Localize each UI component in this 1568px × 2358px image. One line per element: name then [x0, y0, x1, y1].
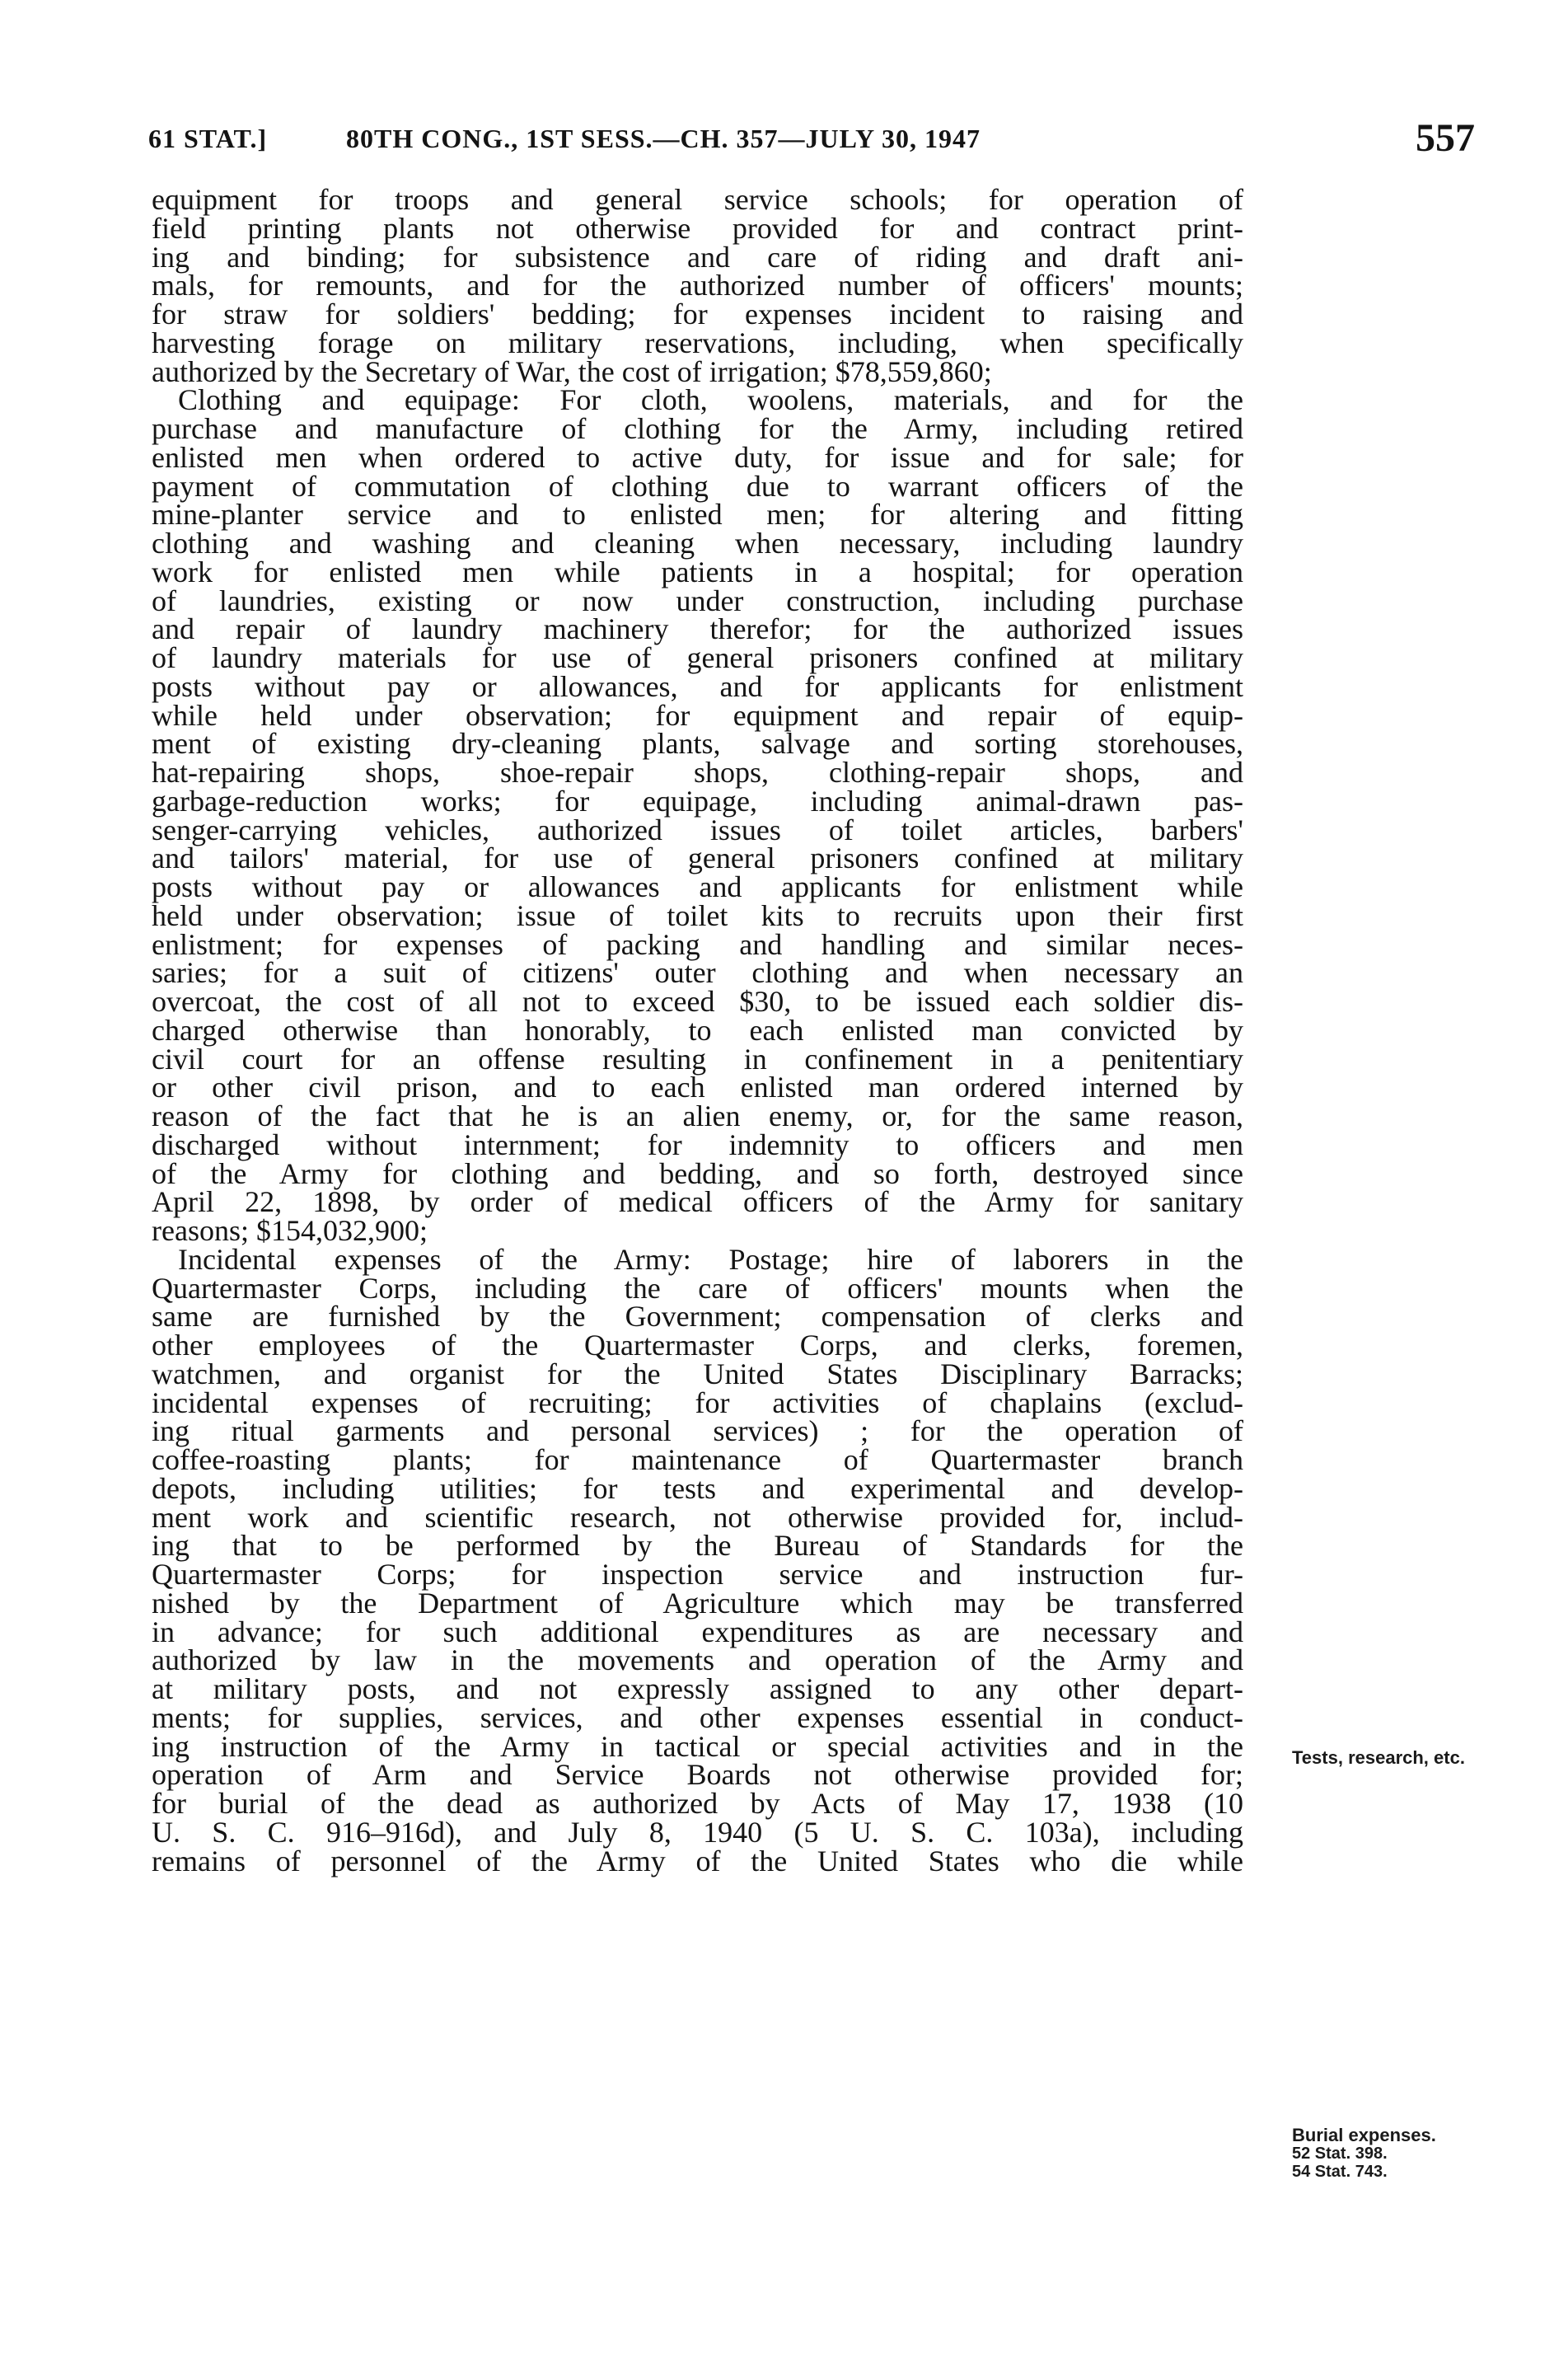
text-line: garbage-reduction works; for equipage, including animal-drawn pas-	[152, 784, 1243, 818]
text-line: while held under observation; for equipment and repair of equip-	[152, 698, 1243, 732]
text-line: April 22, 1898, by order of medical officers of the Army for sanitary	[152, 1185, 1243, 1219]
text-line: ing instruction of the Army in tactical or special activities and in the	[152, 1729, 1243, 1763]
text-line: discharged without internment; for indemnity to officers and men	[152, 1127, 1243, 1161]
margin-note-burial-expenses: Burial expenses.	[1292, 2125, 1436, 2145]
text-line: of the Army for clothing and bedding, and so forth, destroyed since	[152, 1156, 1243, 1190]
text-line: U. S. C. 916–916d), and July 8, 1940 (5 U. S. C. 103a), including	[152, 1815, 1243, 1849]
text-line: held under observation; issue of toilet kits to recruits upon their first	[152, 898, 1243, 932]
text-line: and tailors' material, for use of general prisoners confined at military	[152, 841, 1243, 875]
text-line: payment of commutation of clothing due to warrant officers of the	[152, 469, 1243, 503]
text-line: authorized by the Secretary of War, the cost of irrigation; $78,559,860;	[152, 354, 992, 388]
text-line: hat-repairing shops, shoe-repair shops, clothing-repair shops, and	[152, 756, 1243, 789]
page-header	[0, 0, 1568, 165]
text-line: authorized by law in the movements and operation of the Army and	[152, 1643, 1243, 1677]
text-line: ing that to be performed by the Bureau of Standards for the	[152, 1529, 1243, 1563]
text-line: of laundries, existing or now under construction, including purchase	[152, 584, 1243, 617]
text-line: of laundry materials for use of general prisoners confined at military	[152, 641, 1243, 674]
text-line: posts without pay or allowances, and for applicants for enlistment	[152, 669, 1243, 703]
text-line: for straw for soldiers' bedding; for expenses incident to raising and	[152, 298, 1243, 330]
text-line: Quartermaster Corps, including the care of officers' mounts when the	[152, 1271, 1243, 1305]
text-line: purchase and manufacture of clothing for the Army, including retired	[152, 412, 1243, 445]
text-line: reasons; $154,032,900;	[152, 1214, 428, 1247]
text-line: incidental expenses of recruiting; for activities of chaplains (exclud-	[152, 1385, 1243, 1419]
text-line: ing and binding; for subsistence and care of riding and draft ani-	[152, 240, 1243, 274]
text-line: remains of personnel of the Army of the United States who die while	[152, 1844, 1243, 1877]
text-line: operation of Arm and Service Boards not otherwise provided for;	[152, 1758, 1243, 1792]
text-line: overcoat, the cost of all not to exceed $30, to be issued each soldier dis-	[152, 985, 1243, 1018]
text-line: Quartermaster Corps; for inspection service and instruction fur-	[152, 1558, 1243, 1591]
text-line: ments; for supplies, services, and other expenses essential in conduct-	[152, 1700, 1243, 1734]
paragraph-start-incidental: Incidental expenses of the Army: Postage; hire of laborers in the	[178, 1242, 1243, 1276]
text-line: for burial of the dead as authorized by Acts of May 17, 1938 (10	[152, 1787, 1243, 1820]
text-line: civil court for an offense resulting in confinement in a penitentiary	[152, 1042, 1243, 1076]
text-line: mals, for remounts, and for the authorized number of officers' mounts;	[152, 269, 1243, 302]
text-line: depots, including utilities; for tests and experimental and develop-	[152, 1471, 1243, 1505]
statute-body-text	[152, 185, 1243, 1875]
text-line: watchmen, and organist for the United States Disciplinary Barracks;	[152, 1357, 1243, 1390]
text-line: coffee-roasting plants; for maintenance of Quartermaster branch	[152, 1443, 1243, 1476]
text-line: enlisted men when ordered to active duty, for issue and for sale; for	[152, 440, 1243, 474]
text-line: at military posts, and not expressly assigned to any other depart-	[152, 1672, 1243, 1705]
text-line: in advance; for such additional expenditures as are necessary and	[152, 1615, 1243, 1648]
text-line: equipment for troops and general service schools; for operation of	[152, 183, 1243, 216]
statute-reference: 61 STAT.]	[148, 124, 268, 153]
text-line: reason of the fact that he is an alien enemy, or, for the same reason,	[152, 1099, 1243, 1132]
text-line: ment of existing dry-cleaning plants, salvage and sorting storehouses,	[152, 727, 1243, 761]
text-line: nished by the Department of Agriculture which may be transferred	[152, 1586, 1243, 1620]
congress-session-date: 80TH CONG., 1ST SESS.—CH. 357—JULY 30, 1947	[346, 124, 981, 153]
text-line: posts without pay or allowances and applicants for enlistment while	[152, 870, 1243, 903]
text-line: or other civil prison, and to each enlisted man ordered interned by	[152, 1071, 1243, 1104]
page-number: 557	[1416, 116, 1475, 160]
text-line: ing ritual garments and personal services) ; for the operation of	[152, 1414, 1243, 1448]
text-line: saries; for a suit of citizens' outer clothing and when necessary an	[152, 956, 1243, 990]
text-line: field printing plants not otherwise provided for and contract print-	[152, 211, 1243, 245]
text-line: mine-planter service and to enlisted men; for altering and fitting	[152, 498, 1243, 532]
margin-note-stat-52: 52 Stat. 398.	[1292, 2145, 1388, 2163]
text-line: harvesting forage on military reservations, including, when specifically	[152, 326, 1243, 359]
text-line: work for enlisted men while patients in a hospital; for operation	[152, 555, 1243, 588]
paragraph-start-clothing: Clothing and equipage: For cloth, woolens, materials, and for the	[178, 383, 1243, 417]
margin-note-tests-research: Tests, research, etc.	[1292, 1747, 1465, 1768]
text-line: same are furnished by the Government; compensation of clerks and	[152, 1300, 1243, 1334]
text-line: enlistment; for expenses of packing and handling and similar neces-	[152, 927, 1243, 961]
text-line: other employees of the Quartermaster Corps, and clerks, foremen,	[152, 1329, 1243, 1362]
text-line: clothing and washing and cleaning when necessary, including laundry	[152, 527, 1243, 560]
text-line: ment work and scientific research, not otherwise provided for, includ-	[152, 1500, 1243, 1534]
text-line: senger-carrying vehicles, authorized issues of toilet articles, barbers'	[152, 813, 1243, 846]
text-line: and repair of laundry machinery therefor; for the authorized issues	[152, 612, 1243, 646]
text-line: charged otherwise than honorably, to each enlisted man convicted by	[152, 1013, 1243, 1047]
margin-note-stat-54: 54 Stat. 743.	[1292, 2163, 1388, 2181]
